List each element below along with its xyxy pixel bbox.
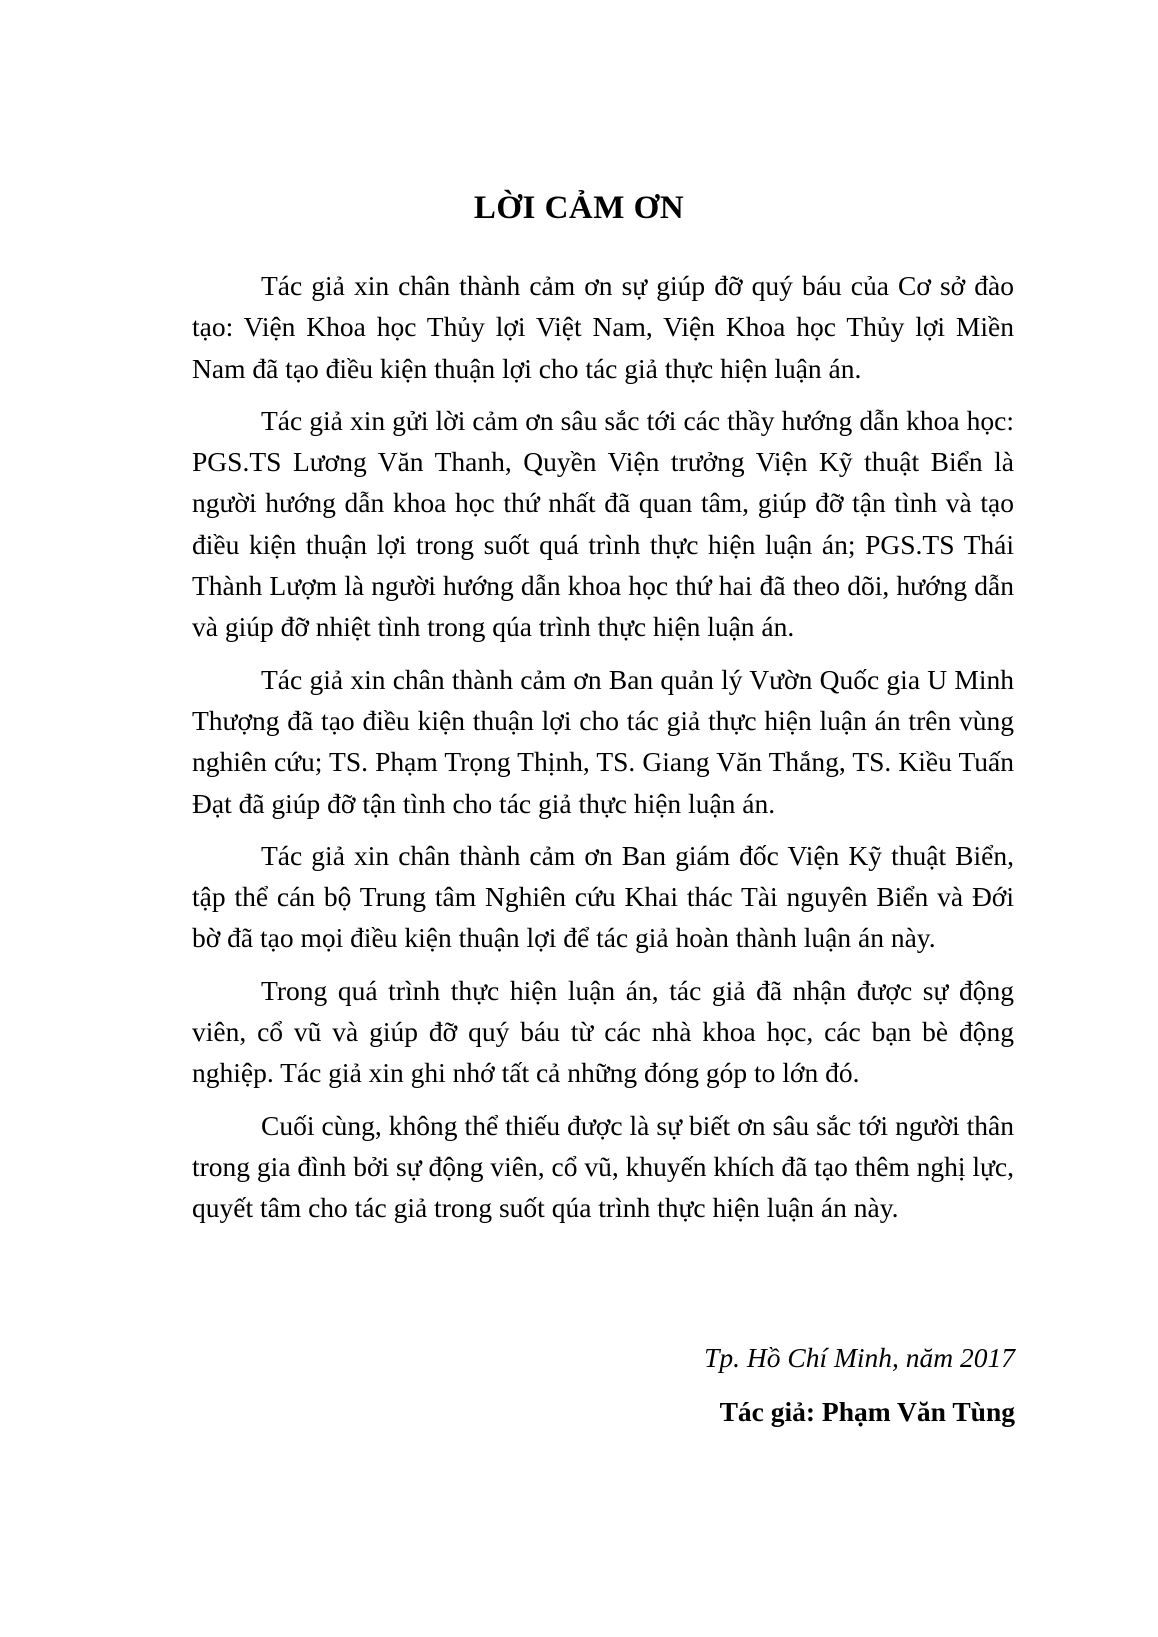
acknowledgement-body (192, 265, 1014, 1240)
signature-place-date: Tp. Hồ Chí Minh, năm 2017 (704, 1342, 1015, 1373)
paragraph: Trong quá trình thực hiện luận án, tác giả đã nhận được sự động viên, cổ vũ và giúp đỡ quý báu từ các nhà khoa học, các bạn bè động nghiệp. Tác giả xin ghi nhớ tất cả những đóng góp to lớn đó. (192, 974, 1014, 1089)
paragraph: Tác giả xin chân thành cảm ơn sự giúp đỡ quý báu của Cơ sở đào tạo: Viện Khoa học Thủy lợi Việt Nam, Viện Khoa học Thủy lợi Miền Nam đã tạo điều kiện thuận lợi cho tác giả thực hiện luận án. (192, 270, 1014, 384)
signature-author: Tác giả: Phạm Văn Tùng (719, 1396, 1015, 1427)
paragraph: Tác giả xin chân thành cảm ơn Ban giám đốc Viện Kỹ thuật Biển, tập thể cán bộ Trung tâm Nghiên cứu Khai thác Tài nguyên Biển và Đới bờ đã tạo mọi điều kiện thuận lợi để tác giả hoàn thành luận án này. (192, 839, 1014, 954)
paragraph: Cuối cùng, không thể thiếu được là sự biết ơn sâu sắc tới người thân trong gia đình bởi sự động viên, cổ vũ, khuyến khích đã tạo thêm nghị lực, quyết tâm cho tác giả trong suốt qúa trình thực hiện luận án này. (192, 1109, 1014, 1224)
paragraph: Tác giả xin chân thành cảm ơn Ban quản lý Vườn Quốc gia U Minh Thượng đã tạo điều kiện thuận lợi cho tác giả thực hiện luận án trên vùng nghiên cứu; TS. Phạm Trọng Thịnh, TS. Giang Văn Thắng, TS. Kiều Tuấn Đạt đã giúp đỡ tận tình cho tác giả thực hiện luận án. (192, 663, 1014, 819)
page-title: LỜI CẢM ƠN (473, 190, 685, 226)
paragraph: Tác giả xin gửi lời cảm ơn sâu sắc tới các thầy hướng dẫn khoa học: PGS.TS Lương Văn Thanh, Quyền Viện trưởng Viện Kỹ thuật Biển là người hướng dẫn khoa học thứ nhất đã quan tâm, giúp đỡ tận tình và tạo điều kiện thuận lợi trong suốt quá trình thực hiện luận án; PGS.TS Thái Thành Lượm là người hướng dẫn khoa học thứ hai đã theo dõi, hướng dẫn và giúp đỡ nhiệt tình trong qúa trình thực hiện luận án. (192, 404, 1014, 643)
